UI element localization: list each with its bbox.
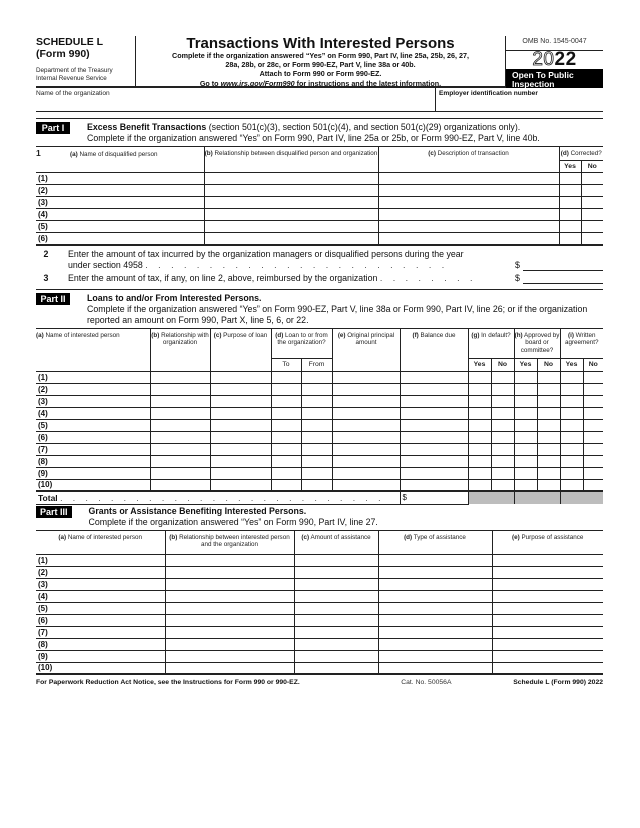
table-row[interactable]: (1) <box>36 371 603 383</box>
part-1-heading: Part I Excess Benefit Transactions (section 501(c)(3), section 501(c)(4), and section 501(c)(29) organizations only). Complete if the organization answered “Yes” on Form 990, Part IV, line 25a or 25b, or Form 990-EZ, Part V, line 40b. <box>36 118 603 144</box>
table-row[interactable]: (1) <box>36 173 603 185</box>
table-row[interactable]: (8) <box>36 455 603 467</box>
omb-number: OMB No. 1545-0047 <box>506 36 603 51</box>
col-header-g: (g) In default? <box>468 328 514 358</box>
col-header-d-no: No <box>581 161 603 173</box>
irs-url-link[interactable]: www.irs.gov/Form990 <box>220 78 295 88</box>
instruction-line-2: 28a, 28b, or 28c, or Form 990-EZ, Part V, line 38a or 40b. <box>225 60 416 70</box>
table-row[interactable]: (4) <box>36 590 603 602</box>
col-header-g-no: No <box>491 358 514 371</box>
table-row[interactable]: (5) <box>36 221 603 233</box>
col-header-f: (f) Balance due <box>400 328 468 371</box>
col-header-b: (b) Relationship between interested person and the organization <box>165 530 294 554</box>
line-2: 2 Enter the amount of tax incurred by the organization managers or disqualified persons during the year under section 4958 . . . . . . . . . . . . . . . . . . . . . . . . $ <box>36 249 603 271</box>
form-id-block <box>36 36 136 86</box>
instruction-line-1: Complete if the organization answered “Yes” on Form 990, Part IV, line 25a, 25b, 26, 27, <box>172 51 469 60</box>
table-row[interactable]: (4) <box>36 407 603 419</box>
form-number: (Form 990) <box>36 48 90 60</box>
part-2-table <box>36 328 603 505</box>
form-header <box>36 36 603 88</box>
title-block <box>136 36 505 86</box>
part-3-heading: Part III Grants or Assistance Benefiting Interested Persons. Complete if the organization answered “Yes” on Form 990, Part IV, line 27. <box>36 505 603 528</box>
form-page <box>36 36 603 686</box>
table-row[interactable]: (3) <box>36 395 603 407</box>
col-header-d-to: To <box>271 358 301 371</box>
instruction-line-4: Go to www.irs.gov/Form990 for instructions and the latest information. <box>199 78 442 88</box>
col-header-h: (h) Approved by board or committee? <box>514 328 560 358</box>
col-header-a: (a) Name of interested person <box>36 331 120 339</box>
catalog-number: Cat. No. 50056A <box>401 679 452 686</box>
total-amount-input[interactable]: $ <box>400 491 468 504</box>
col-header-h-yes: Yes <box>514 358 537 371</box>
col-header-i-no: No <box>583 358 603 371</box>
part-3-badge: Part III <box>36 506 72 518</box>
total-label: Total <box>38 492 58 503</box>
table-row[interactable]: (6) <box>36 431 603 443</box>
instruction-line-3: Attach to Form 990 or Form 990-EZ. <box>259 69 382 79</box>
tax-year: 2022 <box>532 49 577 70</box>
col-header-i-yes: Yes <box>560 358 583 371</box>
table-row[interactable]: (2) <box>36 566 603 578</box>
line-2-amount-input[interactable] <box>523 260 603 271</box>
table-row[interactable]: (2) <box>36 185 603 197</box>
form-identifier: Schedule L (Form 990) 2022 <box>513 679 603 686</box>
department-label: Department of the Treasury Internal Revenue Service <box>36 67 113 82</box>
col-header-c: (c) Amount of assistance <box>294 530 378 554</box>
public-inspection-badge: Open To Public Inspection <box>506 69 603 88</box>
table-row[interactable]: (5) <box>36 419 603 431</box>
part-2-heading: Part II Loans to and/or From Interested Persons. Complete if the organization answered “Yes” on Form 990-EZ, Part V, line 38a or Form 990, Part IV, line 26; or if the organization reported an amount on Form 990, Part X, line 5, 6, or 22. <box>36 289 603 326</box>
col-header-d: (d) Corrected? <box>559 147 603 161</box>
ein-field[interactable]: Employer identification number <box>435 88 603 111</box>
table-row[interactable]: (6) <box>36 614 603 626</box>
total-row: Total . . . . . . . . . . . . . . . . . . . . . . . . . . $ <box>36 491 603 504</box>
table-row[interactable]: (7) <box>36 626 603 638</box>
omb-block <box>505 36 603 89</box>
col-header-c: (c) Purpose of loan <box>210 328 271 371</box>
table-row[interactable]: (2) <box>36 383 603 395</box>
table-row[interactable]: (6) <box>36 233 603 245</box>
table-row[interactable]: (5) <box>36 602 603 614</box>
organization-name-field[interactable]: Name of the organization <box>36 90 110 97</box>
col-header-b: (b) Relationship with organization <box>150 328 210 371</box>
col-header-e: (e) Original principal amount <box>332 328 400 371</box>
form-footer <box>36 679 603 686</box>
col-header-d-yes: Yes <box>559 161 581 173</box>
col-header-h-no: No <box>537 358 560 371</box>
shaded-cell <box>514 491 560 504</box>
col-header-d: (d) Type of assistance <box>378 530 492 554</box>
part-1-badge: Part I <box>36 122 70 134</box>
table-row[interactable]: (4) <box>36 209 603 221</box>
schedule-name: SCHEDULE L <box>36 36 104 48</box>
table-row[interactable]: (9) <box>36 467 603 479</box>
part-2-badge: Part II <box>36 293 70 305</box>
col-header-d-from: From <box>301 358 332 371</box>
col-header-c: (c) Description of transaction <box>378 147 559 173</box>
shaded-cell <box>468 491 514 504</box>
table-row[interactable]: (10) <box>36 479 603 491</box>
paperwork-notice: For Paperwork Reduction Act Notice, see the Instructions for Form 990 or 990-EZ. <box>36 679 300 686</box>
table-row[interactable]: (10) <box>36 662 603 674</box>
table-row[interactable]: (1) <box>36 554 603 566</box>
col-header-g-yes: Yes <box>468 358 491 371</box>
table-row[interactable]: (7) <box>36 443 603 455</box>
table-row[interactable]: (3) <box>36 197 603 209</box>
table-row[interactable]: (8) <box>36 638 603 650</box>
col-header-d: (d) Loan to or from the organization? <box>271 328 332 358</box>
col-header-a: 1 (a) Name of disqualified person <box>36 148 158 158</box>
organization-info-row <box>36 88 603 112</box>
line-3: 3 Enter the amount of tax, if any, on line 2, above, reimbursed by the organization . . . . . . . . $ <box>36 273 603 284</box>
col-header-b: (b) Relationship between disqualified person and organization <box>204 147 378 173</box>
form-title: Transactions With Interested Persons <box>186 35 455 52</box>
col-header-a: (a) Name of interested person <box>58 533 143 541</box>
table-row[interactable]: (9) <box>36 650 603 662</box>
col-header-e: (e) Purpose of assistance <box>492 530 603 554</box>
shaded-cell <box>560 491 603 504</box>
table-row[interactable]: (3) <box>36 578 603 590</box>
line-3-amount-input[interactable] <box>523 273 603 284</box>
part-3-table <box>36 530 603 676</box>
col-header-i: (i) Written agreement? <box>560 328 603 358</box>
part-1-table <box>36 146 603 246</box>
